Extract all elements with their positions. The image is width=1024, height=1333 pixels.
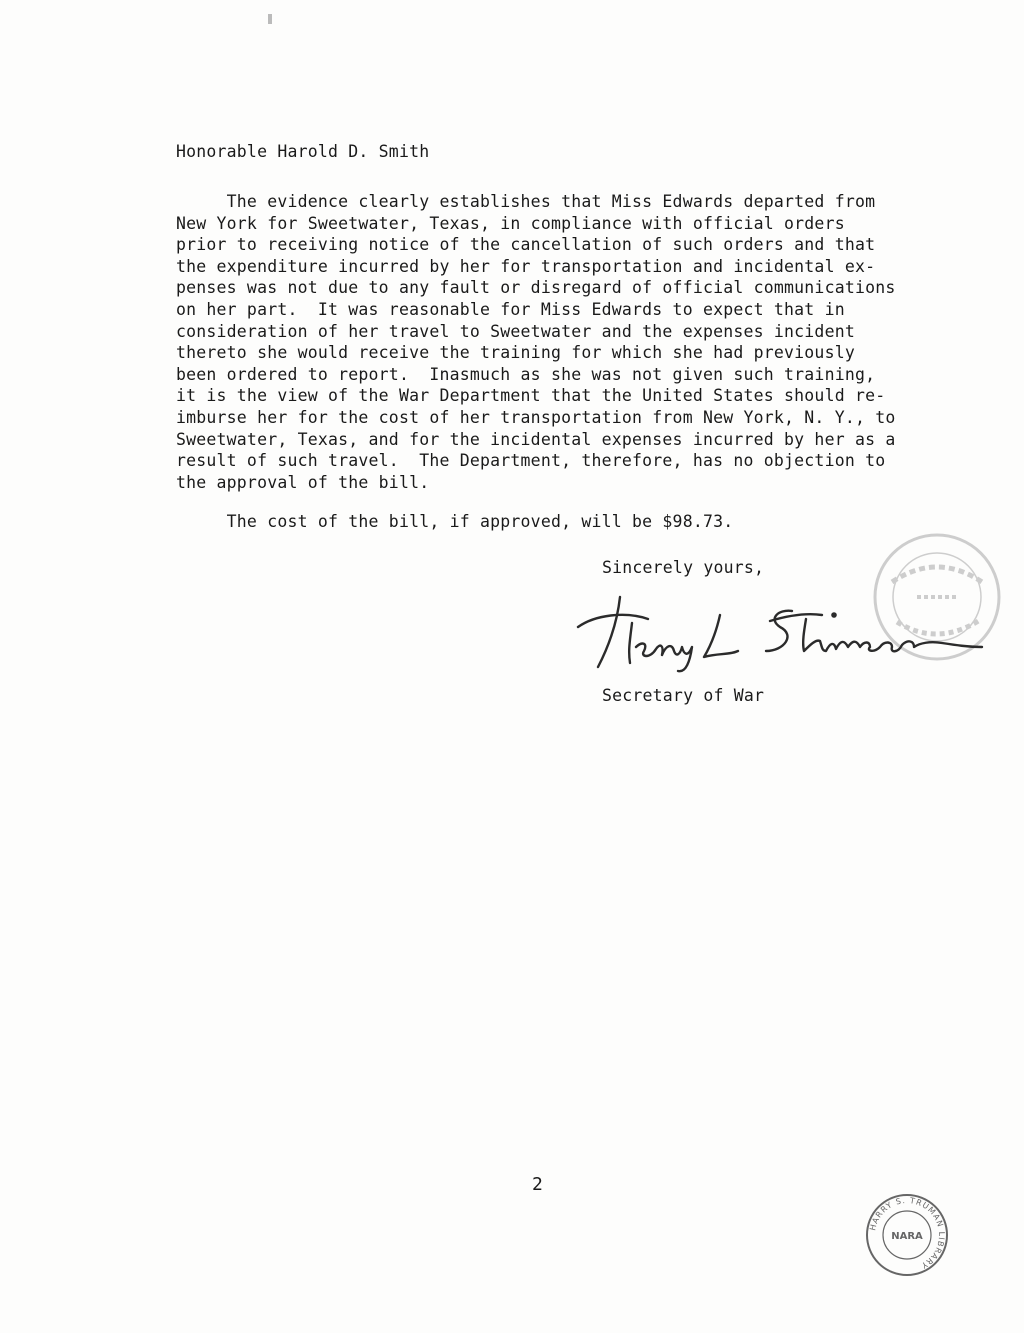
body-paragraph: [176, 191, 956, 493]
body-line: Sweetwater, Texas, and for the incidental expenses incurred by her as a: [176, 429, 896, 449]
body-line: imburse her for the cost of her transportation from New York, N. Y., to: [176, 407, 896, 427]
addressee-line: Honorable Harold D. Smith: [176, 142, 430, 161]
body-line: The evidence clearly establishes that Miss Edwards departed from: [176, 192, 876, 211]
signer-title: Secretary of War: [602, 686, 765, 705]
body-line: the approval of the bill.: [176, 472, 430, 492]
handwritten-signature: [570, 585, 990, 675]
scan-mark: [268, 14, 272, 24]
body-line: been ordered to report. Inasmuch as she was not given such training,: [176, 364, 876, 384]
body-line: thereto she would receive the training for which she had previously: [176, 343, 855, 363]
page-number: 2: [532, 1174, 543, 1195]
closing-salutation: Sincerely yours,: [602, 558, 765, 577]
body-line: the expenditure incurred by her for transportation and incidental ex-: [176, 256, 876, 276]
body-line: prior to receiving notice of the cancellation of such orders and that: [176, 235, 876, 255]
body-line: penses was not due to any fault or disregard of official communications: [176, 278, 896, 298]
body-line: on her part. It was reasonable for Miss Edwards to expect that in: [176, 299, 845, 319]
library-seal-icon: [862, 1190, 952, 1280]
body-line: it is the view of the War Department that the United States should re-: [176, 386, 886, 406]
svg-text:NARA: NARA: [891, 1231, 923, 1242]
body-line: New York for Sweetwater, Texas, in compliance with official orders: [176, 213, 845, 233]
body-line: result of such travel. The Department, therefore, has no objection to: [176, 451, 886, 471]
svg-text:HARRY S. TRUMAN LIBRARY: HARRY S. TRUMAN LIBRARY: [868, 1195, 947, 1271]
body-line: consideration of her travel to Sweetwater and the expenses incident: [176, 321, 855, 341]
cost-line: The cost of the bill, if approved, will be $98.73.: [176, 512, 734, 531]
